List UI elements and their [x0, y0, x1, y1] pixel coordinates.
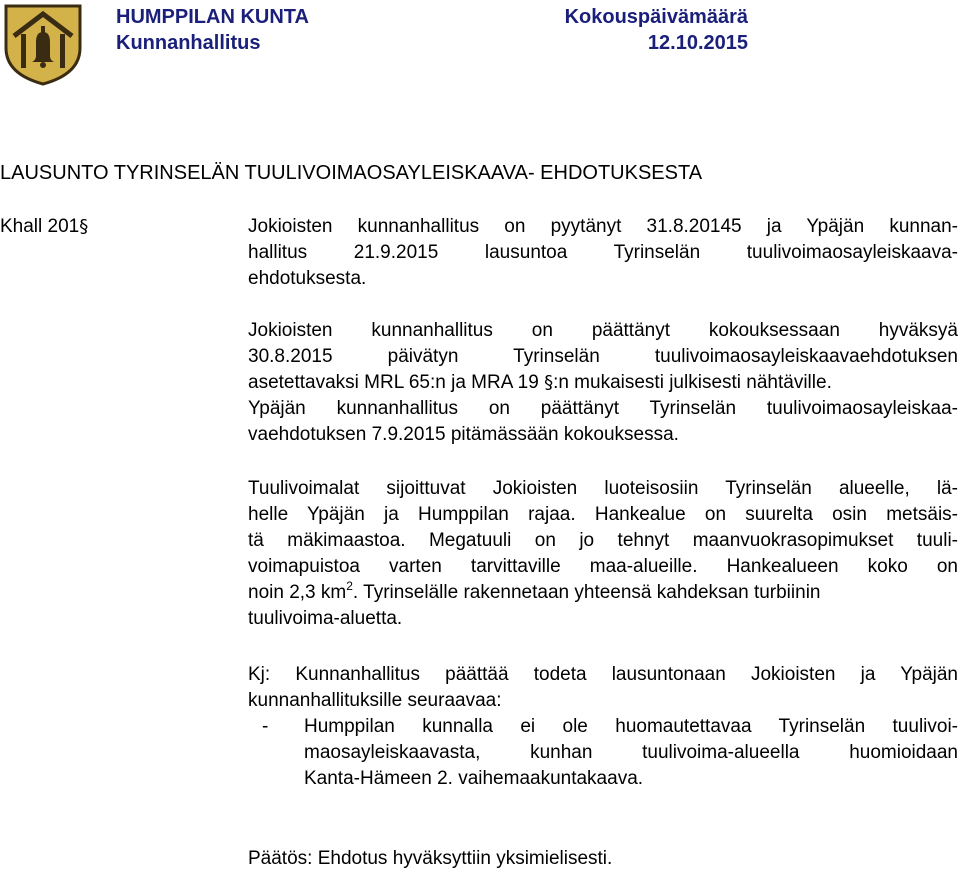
decision-text: Päätös: Ehdotus hyväksyttiin yksimielisesti. [248, 848, 613, 869]
text-fragment: noin 2,3 km [248, 582, 347, 603]
section-sign: § [544, 372, 554, 393]
section-reference [0, 214, 88, 240]
paragraph-decisions [248, 318, 958, 448]
text-line: kunnanhallituksille seuraavaa: [248, 690, 502, 711]
text-line: Kj: Kunnanhallitus päättää todeta lausuntonaan Jokioisten ja Ypäjän [248, 664, 958, 685]
list-item [248, 714, 958, 792]
text-line: Kanta-Hämeen 2. vaihemaakuntakaava. [304, 768, 644, 789]
superscript: 2 [346, 579, 353, 593]
text-line: Ypäjän kunnanhallitus on päättänyt Tyrinselän tuulivoimaosayleiskaa- [248, 398, 958, 419]
text-line: hallitus 21.9.2015 lausuntoa Tyrinselän tuulivoimaosayleiskaava- [248, 242, 958, 263]
header-left [116, 4, 309, 56]
meeting-date: 12.10.2015 [647, 32, 748, 54]
text-fragment: :n mukaisesti julkisesti nähtäville. [553, 372, 832, 393]
text-line: Jokioisten kunnanhallitus on päättänyt kokouksessaan hyväksyä [248, 320, 958, 341]
text-line: maosayleiskaavasta, kunhan tuulivoima-alueella huomioidaan [304, 742, 958, 763]
text-line: tä mäkimaastoa. Megatuuli on jo tehnyt maanvuokrasopimukset tuuli- [248, 530, 958, 551]
paragraph-project-description [248, 476, 958, 632]
section-sign: § [79, 216, 89, 237]
reference-prefix: Khall 201 [0, 216, 80, 237]
text-fragment: asetettavaksi MRL 65:n ja MRA 19 [248, 372, 545, 393]
text-line [248, 370, 958, 396]
coat-of-arms-logo [2, 2, 84, 86]
text-fragment: . Tyrinselälle rakennetaan yhteensä kahdeksan turbiinin [352, 582, 821, 603]
header-right [540, 4, 748, 56]
text-line: Humppilan kunnalla ei ole huomautettavaa Tyrinselän tuulivoi- [304, 716, 958, 737]
paragraph-proposal [248, 662, 958, 792]
text-line: vaehdotuksen 7.9.2015 pitämässään kokouksessa. [248, 424, 679, 445]
meeting-date-label: Kokouspäivämäärä [564, 6, 748, 28]
governing-body: Kunnanhallitus [116, 32, 261, 54]
text-line: ehdotuksesta. [248, 268, 367, 289]
text-line [248, 580, 958, 606]
text-line: tuulivoima-aluetta. [248, 608, 403, 629]
text-line: voimapuistoa varten tarvittaville maa-alueille. Hankealueen koko on [248, 556, 958, 577]
paragraph-decision [248, 846, 958, 872]
text-line: 30.8.2015 päivätyn Tyrinselän tuulivoimaosayleiskaavaehdotuksen [248, 346, 958, 367]
list-dash: - [262, 716, 269, 737]
text-line: helle Ypäjän ja Humppilan rajaa. Hankealue on suurelta osin metsäis- [248, 504, 958, 525]
text-line: Jokioisten kunnanhallitus on pyytänyt 31.8.20145 ja Ypäjän kunnan- [248, 216, 958, 237]
document-title: LAUSUNTO TYRINSELÄN TUULIVOIMAOSAYLEISKAAVA- EHDOTUKSESTA [0, 162, 703, 184]
municipality-name: HUMPPILAN KUNTA [116, 6, 309, 28]
text-line: Tuulivoimalat sijoittuvat Jokioisten luoteisosiin Tyrinselän alueelle, lä- [248, 478, 958, 499]
paragraph-request [248, 214, 958, 292]
